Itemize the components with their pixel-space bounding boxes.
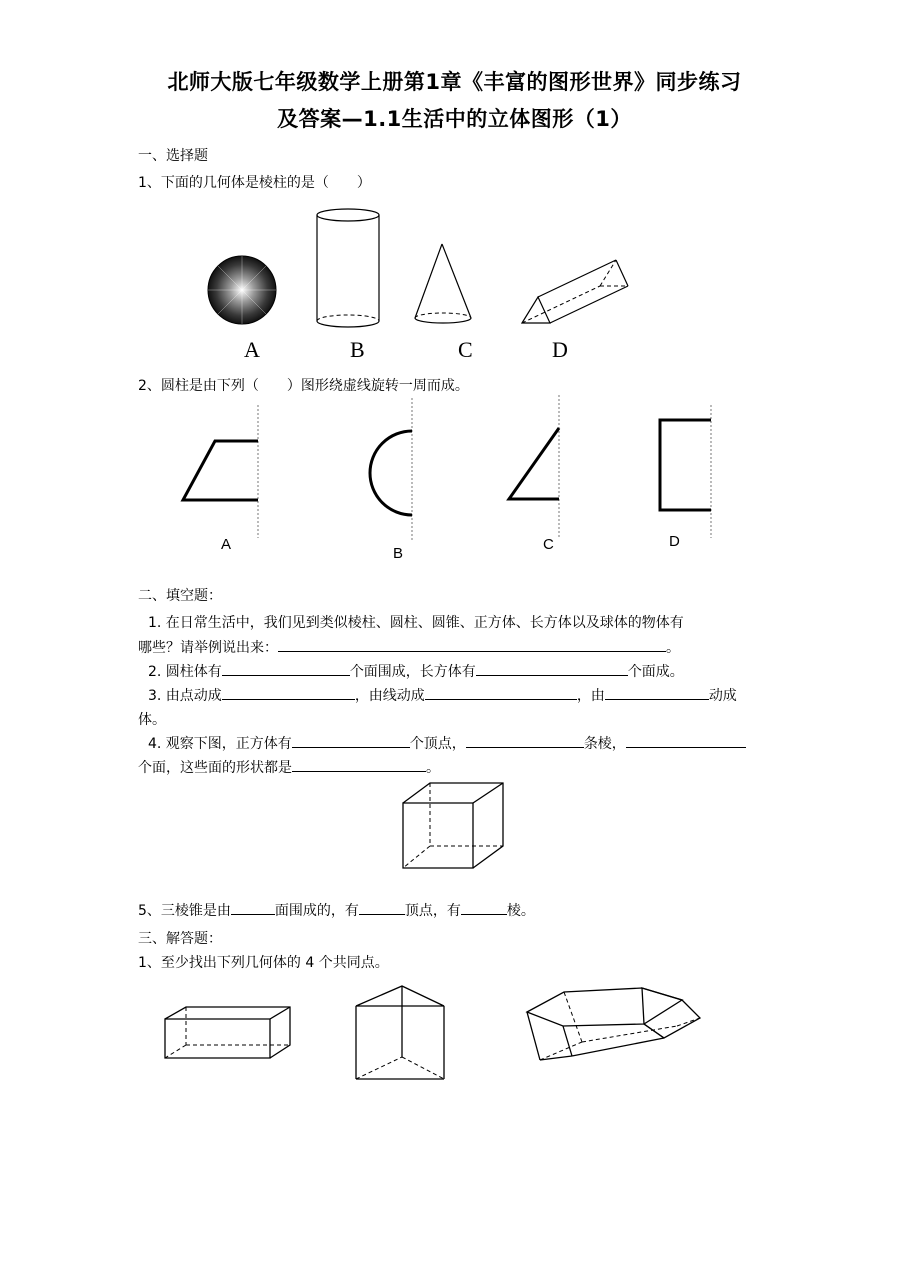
q2-option-label-d: D	[669, 533, 680, 550]
fill-q4-part2: 个顶点，	[409, 736, 466, 752]
fill-q4-blank4[interactable]	[292, 757, 426, 772]
fill-q2-part2: 个面围成，长方体有	[349, 664, 476, 680]
prism-figure-d	[518, 255, 636, 330]
section1-heading: 一、选择题	[138, 148, 208, 164]
fill-q3-part3: ，由	[576, 688, 605, 704]
fill-q5-part1: 5、三棱锥是由	[138, 903, 231, 919]
fill-q5-blank2[interactable]	[359, 900, 405, 915]
document-title-line1: 北师大版七年级数学上册第1章《丰富的图形世界》同步练习	[167, 70, 742, 94]
fill-q5-part3: 顶点，有	[404, 903, 461, 919]
fill-q4-part4: 个面，这些面的形状都是	[138, 760, 292, 776]
cylinder-figure-b	[312, 205, 384, 333]
sphere-figure-a	[200, 248, 284, 332]
fill-q3	[148, 685, 737, 705]
fill-q2-blank1[interactable]	[222, 661, 350, 676]
fill-q4-blank1[interactable]	[292, 733, 410, 748]
q2-option-label-c: C	[543, 536, 554, 553]
q2-text: 2、圆柱是由下列（ ）图形绕虚线旋转一周而成。	[138, 378, 469, 394]
fill-q2	[148, 661, 684, 681]
q1-option-label-b: B	[350, 337, 365, 362]
q2-option-label-a: A	[221, 536, 232, 553]
fill-q3-part1: 3. 由点动成	[148, 688, 222, 704]
fill-q3-part2: ，由线动成	[354, 688, 425, 704]
q1-option-label-d: D	[552, 337, 568, 362]
fill-q1-prompt: 哪些？请举例说出来：	[138, 640, 278, 656]
fill-q4-blank2[interactable]	[466, 733, 584, 748]
fill-q2-blank2[interactable]	[476, 661, 628, 676]
fill-q4-part1: 4. 观察下图，正方体有	[148, 736, 292, 752]
fill-q3-blank3[interactable]	[605, 685, 709, 700]
pentagonal-prism-figure	[522, 980, 708, 1062]
cone-figure-c	[410, 240, 476, 330]
shape-figure-d	[655, 405, 717, 540]
q1-text: 1、下面的几何体是棱柱的是（ ）	[138, 175, 371, 191]
fill-q4-end: 。	[426, 760, 440, 776]
fill-q5-part2: 面围成的，有	[274, 903, 359, 919]
fill-q1-line2	[138, 637, 680, 657]
q1-option-label-c: C	[458, 337, 473, 362]
fill-q1-end: 。	[666, 640, 680, 656]
cube-figure	[400, 780, 510, 872]
document-title-line2: 及答案—1.1生活中的立体图形（1）	[277, 107, 632, 131]
fill-q5-blank3[interactable]	[461, 900, 507, 915]
fill-q5	[138, 900, 535, 920]
shape-figure-b	[366, 398, 426, 543]
fill-q3-blank2[interactable]	[425, 685, 577, 700]
shape-figure-a	[178, 405, 268, 540]
shape-figure-c	[505, 395, 567, 540]
fill-q3-blank1[interactable]	[222, 685, 355, 700]
fill-q5-part4: 棱。	[506, 903, 535, 919]
fill-q3-end: 体。	[138, 712, 166, 728]
q1-option-label-a: A	[244, 337, 260, 362]
q2-option-label-b: B	[393, 545, 404, 562]
cuboid-figure	[160, 1003, 294, 1061]
fill-q4-line2	[138, 757, 440, 777]
fill-q2-part3: 个面成。	[627, 664, 684, 680]
fill-q3-part4: 动成	[708, 688, 737, 704]
section2-heading: 二、填空题：	[138, 588, 222, 604]
fill-q4-blank3[interactable]	[626, 733, 746, 748]
fill-q1-blank[interactable]	[278, 637, 666, 652]
triangular-prism-figure	[350, 982, 450, 1084]
fill-q2-part1: 2. 圆柱体有	[148, 664, 222, 680]
fill-q4	[148, 733, 746, 753]
solve-q1-text: 1、至少找出下列几何体的 4 个共同点。	[138, 955, 389, 971]
fill-q5-blank1[interactable]	[231, 900, 275, 915]
fill-q1-line1: 1. 在日常生活中，我们见到类似棱柱、圆柱、圆锥、正方体、长方体以及球体的物体有	[148, 615, 684, 631]
fill-q4-part3: 条棱，	[583, 736, 626, 752]
section3-heading: 三、解答题：	[138, 931, 222, 947]
